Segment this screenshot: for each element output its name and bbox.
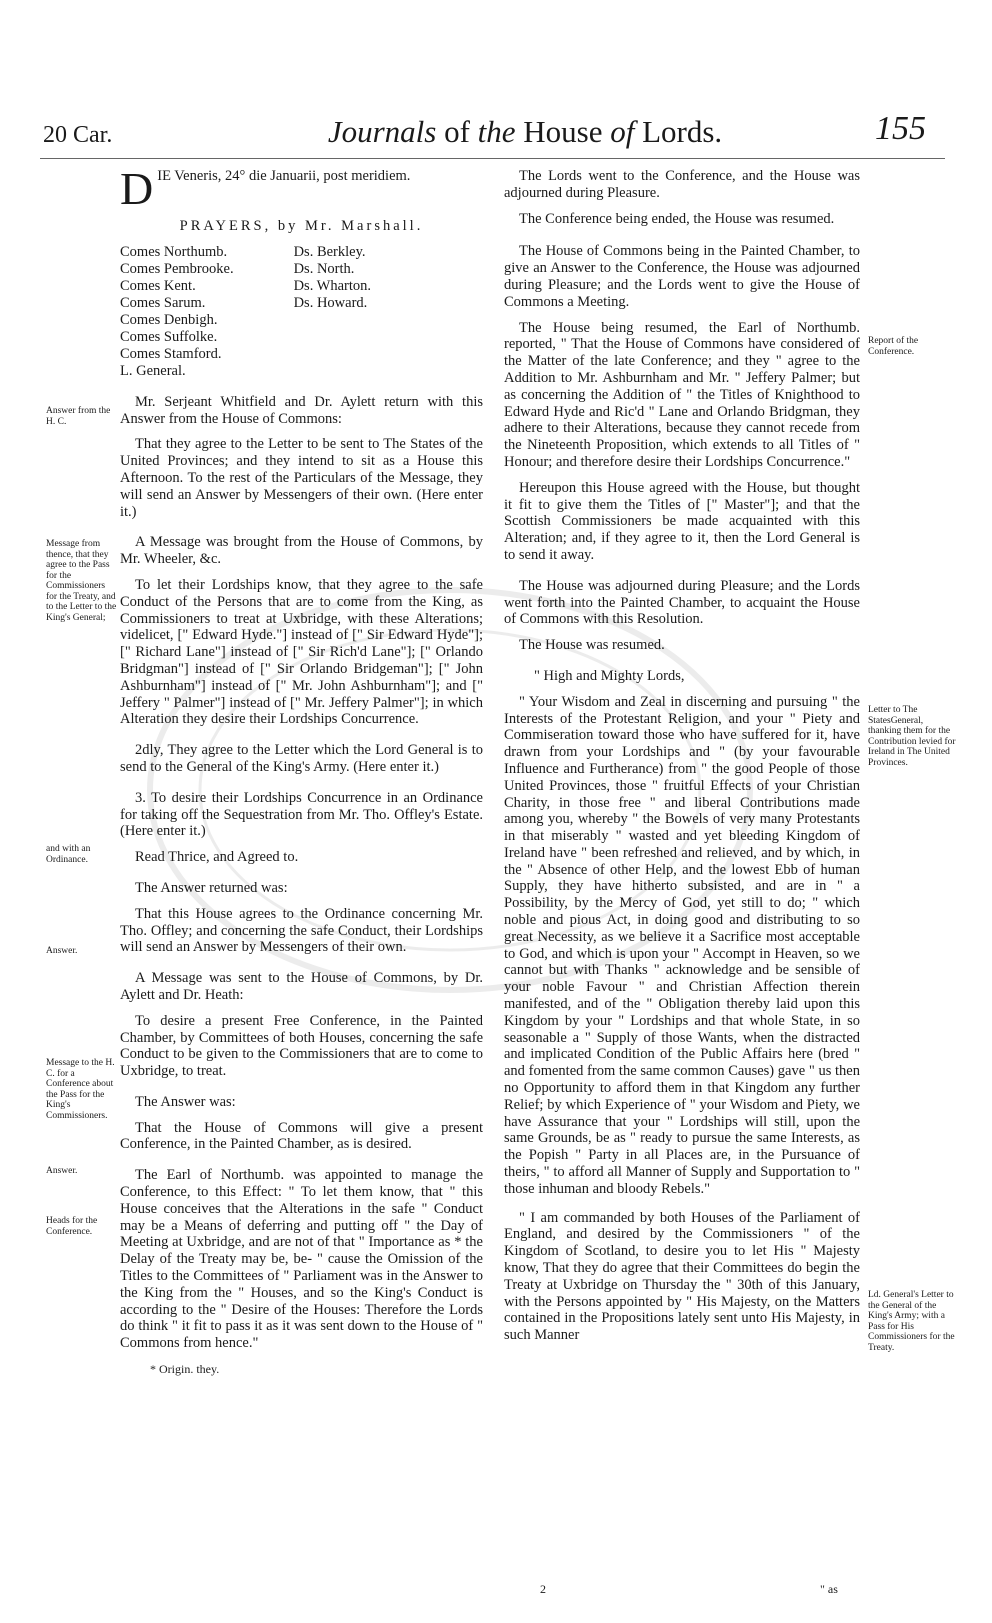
lords-present-earls [120, 244, 234, 380]
session-heading: DIE Veneris, 24° die Januarii, post meridiem. [120, 163, 411, 214]
lord-name: Comes Kent. [120, 277, 196, 294]
margin-note: Answer from the H. C. [46, 406, 111, 427]
paragraph: The Lords went to the Conference, and the House was adjourned during Pleasure. [504, 168, 860, 201]
signature-mark: 2 [540, 1582, 546, 1596]
paragraph: The House being resumed, the Earl of Northumb. reported, " That the House of Commons have considered of the Matter of the late Conference; and they " agree to the Addition to Mr. Ashburnham and Mr. " Jeffery Palmer; but as concerning the Addition of " the Titles of Knighthood to Edward Hyde and Ric'd " Lane and Orlando Bridgman, they adhere to their Alterations, because they cannot recede from the Nineteenth Proposition, which extends to all Titles of " Honour; and therefore desire their Lordships Concurrence." [504, 319, 860, 470]
drop-cap: D [120, 163, 154, 214]
letter-body: " Your Wisdom and Zeal in discerning and pursuing " the Interests of the Protestant Religion, and your " Piety and Commiseration toward those who have suffered for it, have drawn from your Lordships and " (by your favourable Influence and Furtherance) from " the good People of those United Provinces, those " fruitful Effects of your Christian Charity, in those free " and liberal Contributions made among you, whereby " the Bowels of very many Protestants in that miserably " wasted and yet bleeding Kingdom of Ireland have " been refreshed and relieved, and by which, in the " Absence of other Help, and the lowest Ebb of human Supply, they have hitherto subsisted, and are in " a Possibility, by the Mercy of God, yet still to do; " which noble and pious Act, in doing good and distributing to so great Necessity, as we believe it a Sacrifice most acceptable to God, and which is upon your " Accompt in Heaven, so we cannot but with Thanks " acknowledge and be sensible of your noble Favour " and Christian Affection therein manifested, and of the " Obligation thereby laid upon this Kingdom by your " Lordships and that whole State, in so seasonable a " Supply of those Wants, when the distracted and implicated Condition of the Public Affairs here (bred " and fomented from the same common Causes) gave " us then no Opportunity to afford them in that Kingdom any further Relief; by which Experience of " your Wisdom and Piety, we have Assurance that your " Lordships will still, upon the same Grounds, be as " ready to pursue the same Interests, as the Popish " Party in all Places are, in the Pursuance of theirs, " to afford all Manner of Supply and Supportation to " those inhuman and bloody Rebels." [504, 693, 860, 1197]
paragraph: The Answer was: [135, 1093, 236, 1110]
lord-name: Ds. Wharton. [293, 277, 372, 294]
lords-present-barons [294, 244, 371, 380]
margin-note: Answer. [46, 946, 78, 956]
letter-salutation: " High and Mighty Lords, [534, 667, 685, 684]
page-number: 155 [875, 110, 926, 147]
margin-note: Letter to The StatesGeneral, thanking them for the Contribution levied for Ireland in The United Provinces. [868, 705, 956, 768]
paragraph: That the House of Commons will give a present Conference, in the Painted Chamber, as is desired. [120, 1119, 483, 1153]
margin-note: Ld. General's Letter to the General of the King's Army; with a Pass for His Commissioners for the Treaty. [868, 1290, 955, 1353]
margin-note: Answer. [46, 1166, 78, 1176]
paragraph: That they agree to the Letter to be sent to The States of the United Provinces; and they intend to sit as a House this Afternoon. To the rest of the Particulars of the Message, they will send an Answer by Messengers of their own. (Here enter it.) [120, 436, 483, 520]
running-head-left: 20 Car. [43, 122, 113, 148]
margin-note: Heads for the Conference. [46, 1216, 98, 1237]
right-column [504, 168, 860, 1353]
lord-name: Comes Northumb. [120, 243, 228, 260]
paragraph: The House was adjourned during Pleasure; and the Lords went forth into the Painted Chamber, to acquaint the House of Commons with this Resolution. [504, 577, 860, 628]
footnote: * Origin. they. [150, 1362, 220, 1377]
left-column [120, 163, 483, 1378]
lord-name: L. General. [120, 362, 186, 379]
paragraph: That this House agrees to the Ordinance concerning Mr. Tho. Offley; and concerning the safe Conduct, their Lordships will send an Answer by Messengers of their own. [120, 905, 483, 956]
margin-note: and with an Ordinance. [46, 844, 91, 865]
margin-note: Report of the Conference. [868, 336, 919, 357]
paragraph: To let their Lordships know, that they agree to the safe Conduct of the Persons that are to come from the King, as Commissioners to treat at Uxbridge, with these Alterations; videlicet, [" Edward Hyde."] instead of [" Sir Edward Hyde"]; [" Richard Lane"] instead of [" Sir Rich'd Lane"]; [" Orlando Bridgman"] instead of [" Sir Orlando Bridgeman"]; [" John Ashburnham"] instead of [" Mr. John Ashburnham"]; and [" Jeffery " Palmer"] instead of [" Mr. Jeffery Palmer"]; in which Alteration they desire their Lordships Concurrence. [120, 576, 483, 728]
paragraph: A Message was brought from the House of Commons, by Mr. Wheeler, &c. [120, 534, 483, 568]
lord-name: Ds. Howard. [293, 294, 368, 311]
running-head-title: Journals of the House of Lords. [327, 114, 723, 149]
margin-note: Message from thence, that they agree to the Pass for the Commissioners for the Treaty, and to the Letter to the King's General; [46, 539, 117, 623]
paragraph: To desire a present Free Conference, in the Painted Chamber, by Committees of both Houses, concerning the safe Conduct to be given to the Commissioners that are to come to Uxbridge, to treat. [120, 1012, 483, 1080]
header-rule [40, 158, 945, 159]
paragraph: 3. To desire their Lordships Concurrence in an Ordinance for taking off the Sequestration from Mr. Tho. Offley's Estate. (Here enter it.) [120, 789, 483, 840]
lord-name: Ds. North. [293, 260, 355, 277]
paragraph: The House of Commons being in the Painted Chamber, to give an Answer to the Conference, the House was adjourned during Pleasure; and the Lords went to give the House of Commons a Meeting. [504, 243, 860, 310]
paragraph: Hereupon this House agreed with the House, but thought it fit to give them the Titles of [" Master"]; and that the Scottish Commissioners be made acquainted with this Alteration; and, if they agree to it, then the Lord General is to send it away. [504, 479, 860, 563]
lord-name: Comes Denbigh. [120, 311, 218, 328]
paragraph: The Conference being ended, the House was resumed. [519, 210, 835, 227]
lord-name: Comes Sarum. [120, 294, 206, 311]
catchword: " as [820, 1582, 838, 1596]
paragraph: 2dly, They agree to the Letter which the Lord General is to send to the General of the King's Army. (Here enter it.) [120, 742, 483, 775]
lord-name: Comes Suffolke. [120, 328, 218, 345]
lord-name: Ds. Berkley. [293, 243, 366, 260]
margin-note: Message to the H. C. for a Conference about the Pass for the King's Commissioners. [46, 1058, 115, 1121]
paragraph: The Earl of Northumb. was appointed to manage the Conference, to this Effect: " To let them know, that " this House conceives that the Alterations in the safe " Conduct may be a Means of deferring and putting off " the Day of Meeting at Uxbridge, and are not of that " Importance as * the Delay of the Treaty may be, be- " cause the Omission of the Titles to the Committees of " Parliament was in the Answer to the King from the " Houses, and so the King's Conduct is according to the " Desire of the Houses: Therefore the Lords do think " it fit to pass it as it was sent down to the House of " Commons from hence." [120, 1167, 483, 1352]
letter-body: " I am commanded by both Houses of the Parliament of England, and desired by the Commissioners " of the Kingdom of Scotland, to desire you to let His " Majesty know, That they do agree that their Committees do begin the Treaty at Uxbridge on Thursday the " 30th of this January, with the Persons appointed by " His Majesty, on the Matters contained in the Propositions lately sent unto His Majesty, in such Manner [504, 1209, 860, 1344]
paragraph: The House was resumed. [519, 637, 665, 654]
paragraph: The Answer returned was: [135, 879, 288, 896]
prayers-line: PRAYERS, by Mr. Marshall. [179, 218, 424, 234]
paragraph: Mr. Serjeant Whitfield and Dr. Aylett return with this Answer from the House of Commons: [120, 393, 483, 427]
paragraph: Read Thrice, and Agreed to. [135, 849, 299, 866]
lord-name: Comes Stamford. [120, 345, 222, 362]
lords-present [120, 244, 483, 380]
paragraph: A Message was sent to the House of Commons, by Dr. Aylett and Dr. Heath: [120, 970, 483, 1003]
lord-name: Comes Pembrooke. [120, 260, 234, 277]
